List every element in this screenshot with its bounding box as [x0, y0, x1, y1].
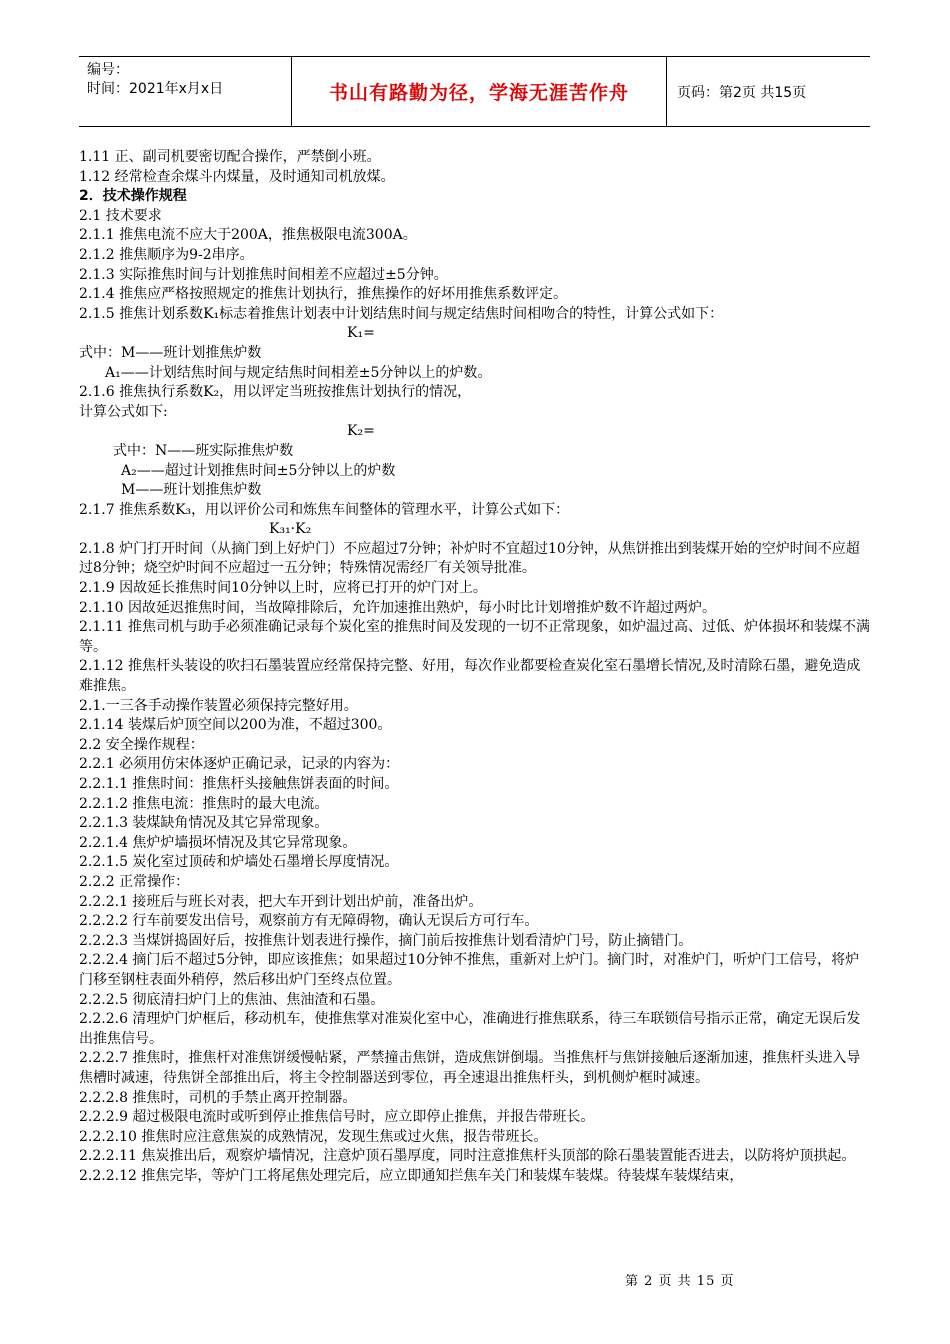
text-line: 2.2.2 正常操作： — [79, 873, 190, 890]
text-line: 2.2 安全操作规程： — [79, 736, 204, 753]
text-line: 2.2.2.1 接班后与班长对表，把大车开到计划出炉前，准备出炉。 — [79, 893, 483, 910]
text-line: 2.2.2.4 摘门后不超过5分钟，即应该推焦；如果超过10分钟不推焦，重新对上炉门。摘门时，对准炉门，听炉门工信号，将炉门移至钢柱表面外稍停，然后移出炉门至终点位置。 — [79, 952, 860, 988]
text-line: A₁——计划结焦时间与规定结焦时间相差±5分钟以上的炉数。 — [105, 364, 492, 381]
text-line: 2.2.2.12 推焦完毕，等炉门工将尾焦处理完后，应立即通知拦焦车关门和装煤车装煤。待装煤车装煤结束， — [79, 1167, 744, 1184]
text-line: 2.2.1.2 推焦电流：推焦时的最大电流。 — [79, 795, 329, 812]
text-line: 2.2.1.1 推焦时间：推焦杆头接触焦饼表面的时间。 — [79, 776, 399, 792]
section-heading: 2．技术操作规程 — [79, 188, 187, 205]
text-line: 1.11 正、副司机要密切配合操作，严禁倒小班。 — [79, 149, 381, 165]
text-line: 2.2.1.3 装煤缺角情况及其它异常现象。 — [79, 815, 329, 832]
text-line: 2.1.8 炉门打开时间（从摘门到上好炉门）不应超过7分钟；补炉时不宜超过10分钟，从焦饼推出到装煤开始的空炉时间不应超过8分钟；烧空炉时间不应超过一五分钟；特殊情况需经厂有关领导批准。 — [79, 540, 860, 577]
text-line: 2.2.2.11 焦炭推出后，观察炉墙情况，注意炉顶石墨厚度，同时注意推焦杆头顶部的除石墨装置能否进去，以防将炉顶拱起。 — [79, 1148, 856, 1165]
text-line: 2.2.1 必须用仿宋体逐炉正确记录，记录的内容为： — [79, 756, 400, 773]
header-page-info: 页码：第2页 共15页 — [677, 84, 807, 101]
text-line: 2.1.12 推焦杆头装设的吹扫石墨装置应经常保持完整、好用，每次作业都要检查炭化室石墨增长情况,及时清除石墨，避免造成难推焦。 — [79, 658, 861, 695]
text-line: 2.2.2.9 超过极限电流时或听到停止推焦信号时，应立即停止推焦，并报告带班长。 — [79, 1109, 595, 1126]
text-line: 2.1.11 推焦司机与助手必须准确记录每个炭化室的推焦时间及发现的一切不正常现象，如炉温过高、过低、炉体损坏和装煤不满等。 — [79, 619, 870, 655]
text-line: K₃₁·K₂ — [269, 521, 312, 538]
text-line: 2.1.5 推焦计划系数K₁标志着推焦计划表中计划结焦时间与规定结焦时间相吻合的特性，计算公式如下： — [79, 305, 724, 322]
text-line: 2.1.一三各手动操作装置必须保持完整好用。 — [79, 697, 358, 714]
text-line: A₂——超过计划推焦时间±5分钟以上的炉数 — [121, 462, 396, 479]
text-line: M——班计划推焦炉数 — [121, 482, 262, 499]
text-line: 2.2.1.5 炭化室过顶砖和炉墙处石墨增长厚度情况。 — [79, 854, 399, 871]
text-line: 计算公式如下: — [79, 403, 168, 420]
document-time-label: 时间：2021年x月x日 — [87, 81, 224, 97]
page-header — [79, 56, 870, 127]
text-line: 2.2.2.3 当煤饼捣固好后，按推焦计划表进行操作，摘门前后按推焦计划看清炉门号，防止摘错门。 — [79, 932, 693, 949]
document-body — [79, 148, 871, 1186]
text-line: 2.1 技术要求 — [79, 207, 162, 224]
text-line: 2.1.6 推焦执行系数K₂，用以评定当班按推焦计划执行的情况， — [79, 384, 472, 401]
text-line: 2.2.2.8 推焦时，司机的手禁止离开控制器。 — [79, 1089, 357, 1106]
text-line: 2.2.2.5 彻底清扫炉门上的焦油、焦油渣和石墨。 — [79, 991, 385, 1008]
page-footer: 第 2 页 共 15 页 — [625, 1274, 735, 1289]
text-line: 1.12 经常检查余煤斗内煤量，及时通知司机放煤。 — [79, 168, 395, 185]
header-slogan: 书山有路勤为径，学海无涯苦作舟 — [292, 57, 667, 126]
document-number-label: 编号： — [87, 62, 129, 78]
text-line: 2.2.1.4 焦炉炉墙损坏情况及其它异常现象。 — [79, 834, 357, 851]
text-line: 2.1.3 实际推焦时间与计划推焦时间相差不应超过±5分钟。 — [79, 266, 448, 283]
text-line: 2.2.2.10 推焦时应注意焦炭的成熟情况，发现生焦或过火焦，报告带班长。 — [79, 1128, 548, 1145]
text-line: 2.1.4 推焦应严格按照规定的推焦计划执行，推焦操作的好坏用推焦系数评定。 — [79, 286, 568, 303]
text-line: 2.2.2.2 行车前要发出信号，观察前方有无障碍物，确认无误后方可行车。 — [79, 913, 539, 930]
text-line: 2.2.2.6 清理炉门炉框后，移动机车，使推焦掌对准炭化室中心，准确进行推焦联系，待三车联锁信号指示正常，确定无误后发出推焦信号。 — [79, 1011, 861, 1047]
text-line: K₁= — [347, 325, 375, 342]
text-line: 2.1.1 推焦电流不应大于200A，推焦极限电流300A。 — [79, 227, 417, 244]
text-line: 2.1.7 推焦系数K₃，用以评价公司和炼焦车间整体的管理水平，计算公式如下： — [79, 501, 570, 518]
header-meta — [79, 57, 292, 126]
text-line: K₂= — [347, 423, 375, 440]
text-line: 2.2.2.7 推焦时，推焦杆对准焦饼缓慢帖紧，严禁撞击焦饼，造成焦饼倒塌。当推焦杆与焦饼接触后逐渐加速，推焦杆头进入导焦槽时减速，待焦饼全部推出后，将主令控制器送到零位，再全速退出推焦杆头，到机侧炉框时减速。 — [79, 1050, 861, 1086]
text-line: 式中：N——班实际推焦炉数 — [113, 442, 294, 459]
text-line: 2.1.2 推焦顺序为9-2串序。 — [79, 246, 254, 263]
text-line: 2.1.9 因故延长推焦时间10分钟以上时，应将已打开的炉门对上。 — [79, 580, 487, 597]
text-line: 2.1.10 因故延迟推焦时间，当故障排除后，允许加速推出熟炉，每小时比计划增推炉数不许超过两炉。 — [79, 599, 716, 616]
text-line: 2.1.14 装煤后炉顶空间以200为准，不超过300。 — [79, 717, 392, 734]
text-line: 式中：M——班计划推焦炉数 — [79, 344, 262, 361]
